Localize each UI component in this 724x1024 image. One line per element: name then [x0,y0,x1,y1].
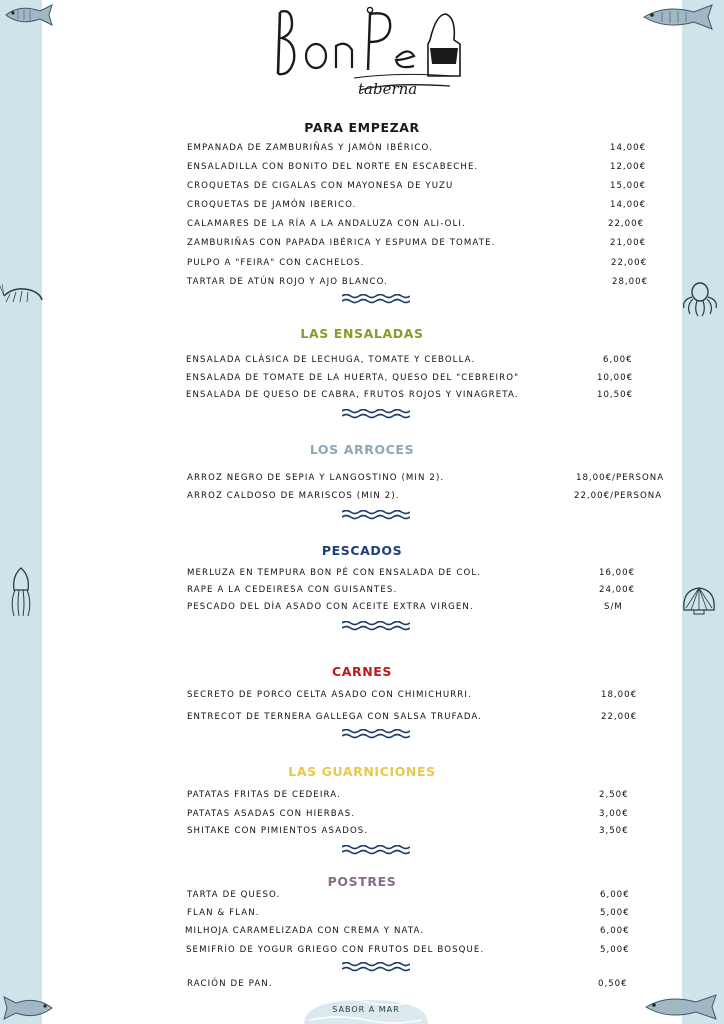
footer-tagline: SABOR A MAR [332,1005,400,1014]
menu-item: CROQUETAS DE CIGALAS CON MAYONESA DE YUZU [187,181,454,191]
wave-divider [342,729,410,739]
menu-item: PULPO A "FEIRA" CON CACHELOS. [187,258,365,268]
scallop-shell-icon [680,584,718,616]
menu-item-price: 22,00€/PERSONA [574,491,663,501]
menu-item-price: 18,00€/PERSONA [576,473,665,483]
menu-item-price: 6,00€ [603,355,633,365]
menu-item-price: 5,00€ [600,945,630,955]
menu-item-price: 22,00€ [608,219,645,229]
menu-item-bread: RACIÓN DE PAN. [187,979,273,989]
section-title-pescados: PESCADOS [321,543,403,558]
menu-item-price: 6,00€ [600,926,630,936]
menu-item: ZAMBURIÑAS CON PAPADA IBÉRICA Y ESPUMA DE TOMATE. [187,238,496,248]
menu-item: ENSALADA DE TOMATE DE LA HUERTA, QUESO DEL "CEBREIRO" [186,373,520,383]
logo-subtitle: taberna [358,80,418,98]
menu-item-price: 22,00€ [601,712,638,722]
menu-item-price: 10,50€ [597,390,634,400]
menu-item: SEMIFRÍO DE YOGUR GRIEGO CON FRUTOS DEL BOSQUE. [186,945,485,955]
right-decor-band [682,0,724,1024]
menu-item: ENTRECOT DE TERNERA GALLEGA CON SALSA TRUFADA. [187,712,483,722]
menu-item-price: 12,00€ [610,162,647,172]
squid-icon [4,566,38,618]
menu-item: EMPANADA DE ZAMBURIÑAS Y JAMÓN IBÉRICO. [187,143,433,153]
fish-icon [2,2,56,28]
menu-item-price: 18,00€ [601,690,638,700]
menu-item: ENSALADILLA CON BONITO DEL NORTE EN ESCABECHE. [187,162,479,172]
menu-item-price: 16,00€ [599,568,636,578]
octopus-icon [680,280,720,320]
menu-item-price: 2,50€ [599,790,629,800]
wave-divider [342,409,410,419]
menu-item: FLAN & FLAN. [187,908,260,918]
wave-divider [342,621,410,631]
section-title-para-empezar: PARA EMPEZAR [304,120,420,135]
menu-item-price: 5,00€ [600,908,630,918]
section-title-carnes: CARNES [331,664,393,679]
menu-item: ARROZ NEGRO DE SEPIA Y LANGOSTINO (MIN 2). [187,473,445,483]
fish-icon [0,994,56,1022]
menu-item: TARTAR DE ATÚN ROJO Y AJO BLANCO. [187,277,388,287]
left-decor-band [0,0,42,1024]
wave-divider [342,510,410,520]
wave-divider [342,962,410,972]
menu-item: RAPE A LA CEDEIRESA CON GUISANTES. [187,585,398,595]
shrimp-icon [0,282,46,306]
brand-logo [270,4,470,102]
menu-item: PATATAS FRITAS DE CEDEIRA. [187,790,341,800]
menu-item-price: 22,00€ [611,258,648,268]
fish-icon [640,2,718,32]
menu-item: ARROZ CALDOSO DE MARISCOS (MIN 2). [187,491,400,501]
menu-item: PESCADO DEL DÍA ASADO CON ACEITE EXTRA VIRGEN. [187,602,474,612]
menu-item-price: 14,00€ [610,200,647,210]
section-title-postres: POSTRES [327,874,397,889]
menu-item-bread-price: 0,50€ [598,979,628,989]
menu-item: SECRETO DE PORCO CELTA ASADO CON CHIMICHURRI. [187,690,472,700]
menu-item: ENSALADA DE QUESO DE CABRA, FRUTOS ROJOS Y VINAGRETA. [186,390,519,400]
menu-item: PATATAS ASADAS CON HIERBAS. [187,809,356,819]
fish-icon [642,992,722,1022]
section-title-guarniciones: LAS GUARNICIONES [288,764,436,779]
wave-divider [342,294,410,304]
menu-item: MILHOJA CARAMELIZADA CON CREMA Y NATA. [185,926,425,936]
menu-item-price: 14,00€ [610,143,647,153]
menu-item-price: 3,50€ [599,826,629,836]
menu-item-price: 10,00€ [597,373,634,383]
menu-item: ENSALADA CLÁSICA DE LECHUGA, TOMATE Y CEBOLLA. [186,355,476,365]
wave-divider [342,845,410,855]
section-title-arroces: LOS ARROCES [309,442,415,457]
menu-item: TARTA DE QUESO. [187,890,281,900]
menu-item-price: 28,00€ [612,277,649,287]
menu-item: SHITAKE CON PIMIENTOS ASADOS. [187,826,369,836]
menu-item: MERLUZA EN TEMPURA BON PÉ CON ENSALADA DE COL. [187,568,482,578]
menu-item-price: 3,00€ [599,809,629,819]
menu-item-price: S/M [604,602,623,612]
menu-item-price: 21,00€ [610,238,647,248]
menu-item: CALAMARES DE LA RÍA A LA ANDALUZA CON ALI-OLI. [187,219,466,229]
menu-item: CROQUETAS DE JAMÓN IBERICO. [187,200,357,210]
menu-item-price: 6,00€ [600,890,630,900]
section-title-ensaladas: LAS ENSALADAS [300,326,424,341]
menu-item-price: 15,00€ [610,181,647,191]
menu-item-price: 24,00€ [599,585,636,595]
